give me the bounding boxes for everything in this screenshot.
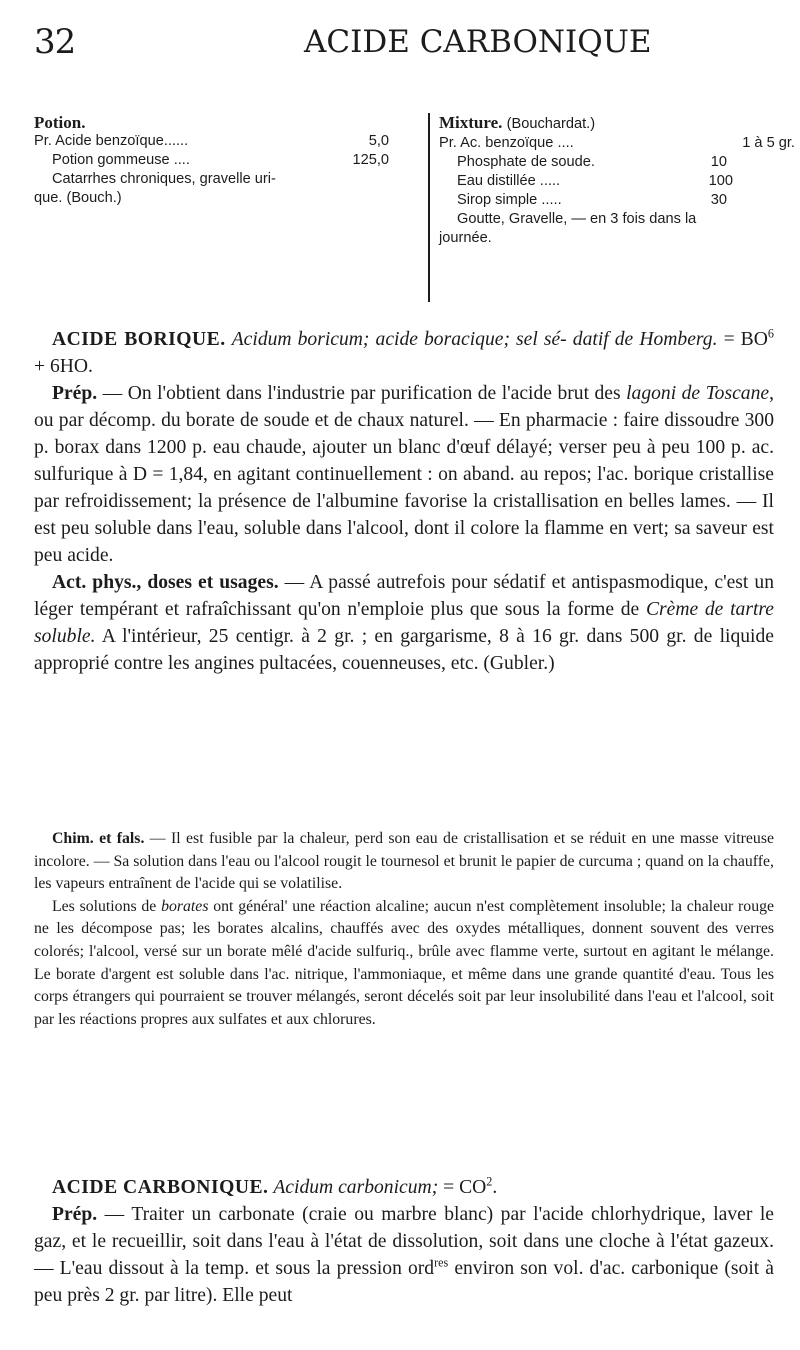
chim-label: Chim. et fals. (52, 830, 145, 847)
boric-preparation: Prép. — On l'obtient dans l'industrie par purification de l'acide brut des lagoni de Toscane, ou par décomp. du borate de soude et de chaux naturel. — En pharmacie : faire dissoudre 300 p. borax dans 1200 p. eau chaude, ajouter un blanc d'œuf délayé; verser peu à peu 100 p. ac. sulfurique à D = 1,84, en agitant continuellement : on aband. au repos; l'ac. borique cristallise par refroidissement; la présence de l'albumine favorise la cristallisation en belles lames. — Il est peu soluble dans l'eau, soluble dans l'alcool, dont il colore la flamme en vert; sa saveur est peu acide. (34, 383, 774, 566)
boric-acid-article (34, 326, 774, 677)
mixture-source: (Bouchardat.) (506, 116, 596, 132)
mixture-line: Pr. Ac. benzoïque .... 1 à 5 gr. (439, 135, 795, 151)
mixture-line: Sirop simple ..... 30 (457, 192, 727, 208)
prep-label: Prép. (52, 383, 98, 404)
act-label: Act. phys., doses et usages. (52, 572, 279, 593)
boric-heading (34, 326, 774, 380)
potion-line: Pr. Acide benzoïque ...... 5,0 (34, 133, 389, 149)
running-title: ACIDE CARBONIQUE (304, 24, 652, 60)
carbonic-heading (34, 1174, 774, 1201)
boric-actions: Act. phys., doses et usages. — A passé autrefois pour sédatif et antispasmodique, c'est un léger tempérant et rafraîchissant qu'on n'emploie plus que sous la forme de Crème de tartre soluble. A l'intérieur, 25 centigr. à 2 gr. ; en gargarisme, 8 à 16 gr. dans 500 gr. de liquide approprié contre les angines pultacées, couenneuses, etc. (Gubler.) (34, 572, 774, 674)
boric-formula: = $BO^6 + 6HO$. (34, 326, 774, 377)
boric-synonyms: Acidum boricum; acide boracique; sel sé- (231, 329, 567, 350)
boric-chemistry (34, 828, 774, 1031)
mixture-title: Mixture. (Bouchardat.) (439, 113, 596, 132)
carbonic-formula: = $CO^2$. (438, 1174, 498, 1198)
mixture-indication-cont: journée. (439, 230, 492, 246)
carbonic-preparation: Prép. — Traiter un carbonate (craie ou marbre blanc) par l'acide chlorhydrique, laver le gaz, et le recueillir, soit dans l'eau à l'état de dissolution, soit dans une cloche à l'état gazeux. — L'eau dissout à la temp. et sous la pression ord$^{res}$ environ son vol. d'ac. carbonique (soit à peu près 2 gr. par litre). Elle peut (34, 1204, 774, 1306)
potion-title: Potion. (34, 113, 86, 132)
carbonic-synonyms: Acidum carbonicum; (273, 1177, 439, 1198)
potion-indication-cont: que. (Bouch.) (34, 190, 122, 206)
carbonic-prep-label: Prép. (52, 1204, 98, 1225)
page-header (34, 22, 774, 72)
boric-synonyms-cont: datif de Homberg. (572, 329, 718, 350)
potion-indication: Catarrhes chroniques, gravelle uri- (52, 171, 276, 187)
carbonic-title: ACIDE CARBONIQUE. (52, 1177, 269, 1198)
mixture-line: Phosphate de soude. 10 (457, 154, 727, 170)
potion-line: Potion gommeuse .... 125,0 (52, 152, 389, 168)
page-number: 32 (34, 22, 76, 62)
mixture-formula (428, 113, 799, 302)
mixture-indication: Goutte, Gravelle, — en 3 fois dans la (457, 211, 697, 227)
carbonic-acid-article (34, 1174, 774, 1309)
mixture-line: Eau distillée ..... 100 (457, 173, 733, 189)
boric-borates-para: Les solutions de borates ont général' une réaction alcaline; aucun n'est complètement insoluble; la chaleur rouge ne les décompose pas; les borates alcalins, chauffés avec des oxydes métalliques, donnent souvent des verres colorés; l'alcool, versé sur un borate mêlé d'acide sulfuriq., brûle avec flamme verte, surtout en agitant le mélange. Le borate d'argent est soluble dans l'ac. nitrique, l'ammoniaque, et même dans une grande quantité d'eau. Tous les corps étrangers qui pourraient se trouver mélangés, seront décelés soit par leur insolubilité dans l'eau et l'alcool, soit par les réactions propres aux sulfates et aux chlorures. (34, 897, 775, 1028)
boric-title: ACIDE BORIQUE. (52, 329, 226, 350)
potion-formula (34, 113, 419, 208)
boric-chim-para: Chim. et fals. — Il est fusible par la chaleur, perd son eau de cristallisation et se réduit en une masse vitreuse incolore. — Sa solution dans l'eau ou l'alcool rougit le tournesol et brunit le papier de curcuma ; quand on la chauffe, les vapeurs entraînent de l'acide qui se volatilise. (34, 830, 774, 893)
